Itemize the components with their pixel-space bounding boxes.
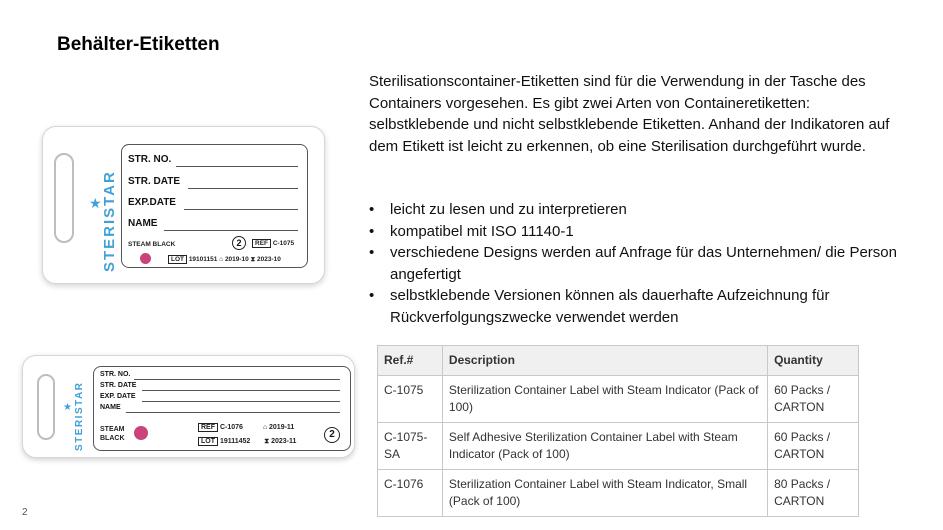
label-inner-frame [93,366,351,451]
cell-quantity: 60 Packs / CARTON [768,423,859,470]
field-name: NAME [128,218,158,229]
header-ref: Ref.# [378,346,443,376]
field-line [142,390,340,391]
table-header-row [378,346,859,376]
ref-box: REF [252,239,271,248]
brand-logo: STERISTAR [101,170,118,272]
lot-box: LOT [198,437,218,446]
lot-box: LOT [168,255,187,264]
product-table [377,345,859,517]
table-row [378,376,859,423]
field-exp-date: EXP. DATE [100,393,136,400]
cell-description: Self Adhesive Sterilization Container Label with Steam Indicator (Pack of 100) [442,423,767,470]
single-use-icon: 2 [324,427,340,443]
field-str-date: STR. DATE [100,382,137,389]
header-quantity: Quantity [768,346,859,376]
page-title: Behälter-Etiketten [57,34,220,55]
star-icon: ★ [89,195,102,211]
cell-ref: C-1075 [378,376,443,423]
hourglass-icon: ⧗ [250,256,256,263]
intro-paragraph: Sterilisationscontainer-Etiketten sind für die Verwendung in der Tasche des Containers vorgesehen. Es gibt zwei Arten von Containeretiketten: selbstklebende und nicht selbstklebende Etiketten. Anhand der Indikatoren auf dem Etikett ist leicht zu erkennen, ob eine Sterilisation durchgeführt wurde. [369,73,890,155]
cell-description: Sterilization Container Label with Steam Indicator, Small (Pack of 100) [442,470,767,517]
expiry-date: 2023-11 [271,438,297,445]
ref-box: REF [198,423,218,432]
field-line [188,188,298,189]
expiry-date: 2023-10 [257,256,281,263]
indicator-name [100,425,125,443]
field-exp-date: EXP.DATE [128,197,176,208]
field-line [176,166,298,167]
label-inner-frame [121,144,308,268]
cell-quantity: 80 Packs / CARTON [768,470,859,517]
ref-value: C-1075 [272,240,295,247]
page-number: 2 [22,507,28,518]
manufacture-icon: ⌂ [262,424,268,431]
star-icon: ★ [63,402,72,413]
indicator-name: STEAM BLACK [128,241,176,248]
cell-description: Sterilization Container Label with Steam Indicator (Pack of 100) [442,376,767,423]
container-label-large-image [42,126,325,284]
manufacture-date: 2019-11 [269,424,295,431]
lot-value: 19101151 [188,256,218,263]
feature-item: • leicht zu lesen und zu interpretieren [369,199,909,221]
manufacture-icon: ⌂ [219,256,224,263]
container-label-small-image [22,355,355,458]
field-line [134,379,340,380]
feature-item: • selbstklebende Versionen können als dauerhafte Aufzeichnung für Rückverfolgungszwecke verwendet werden [369,285,909,328]
cell-ref: C-1076 [378,470,443,517]
field-line [126,412,340,413]
hanging-slot [37,374,55,440]
brand-logo: STERISTAR [74,381,85,451]
table-row [378,423,859,470]
hanging-slot [54,153,74,243]
ref-row [198,424,294,431]
indicator-line: STEAM [100,426,125,433]
ref-tag [252,240,294,247]
table-row [378,470,859,517]
cell-quantity: 60 Packs / CARTON [768,376,859,423]
field-name: NAME [100,404,121,411]
indicator-line: BLACK [100,435,125,442]
field-str-no: STR. NO. [100,371,131,378]
lot-row [198,438,296,446]
cell-ref: C-1075-SA [378,423,443,470]
feature-item: • verschiedene Designs werden auf Anfrage für das Unternehmen/ die Person angefertigt [369,242,909,285]
manufacture-date: 2019-10 [224,256,249,263]
steam-indicator-dot [134,426,148,440]
lot-row [168,256,281,264]
header-description: Description [442,346,767,376]
feature-list [369,199,909,328]
steam-indicator-dot [140,253,151,264]
field-str-no: STR. NO. [128,154,172,165]
feature-item: • kompatibel mit ISO 11140-1 [369,221,909,243]
hourglass-icon: ⧗ [264,438,270,445]
field-str-date: STR. DATE [128,176,181,187]
field-line [164,230,298,231]
field-line [142,401,340,402]
single-use-icon: 2 [232,236,246,250]
ref-value: C-1076 [219,424,243,431]
lot-value: 19111452 [219,438,251,445]
field-line [184,209,298,210]
